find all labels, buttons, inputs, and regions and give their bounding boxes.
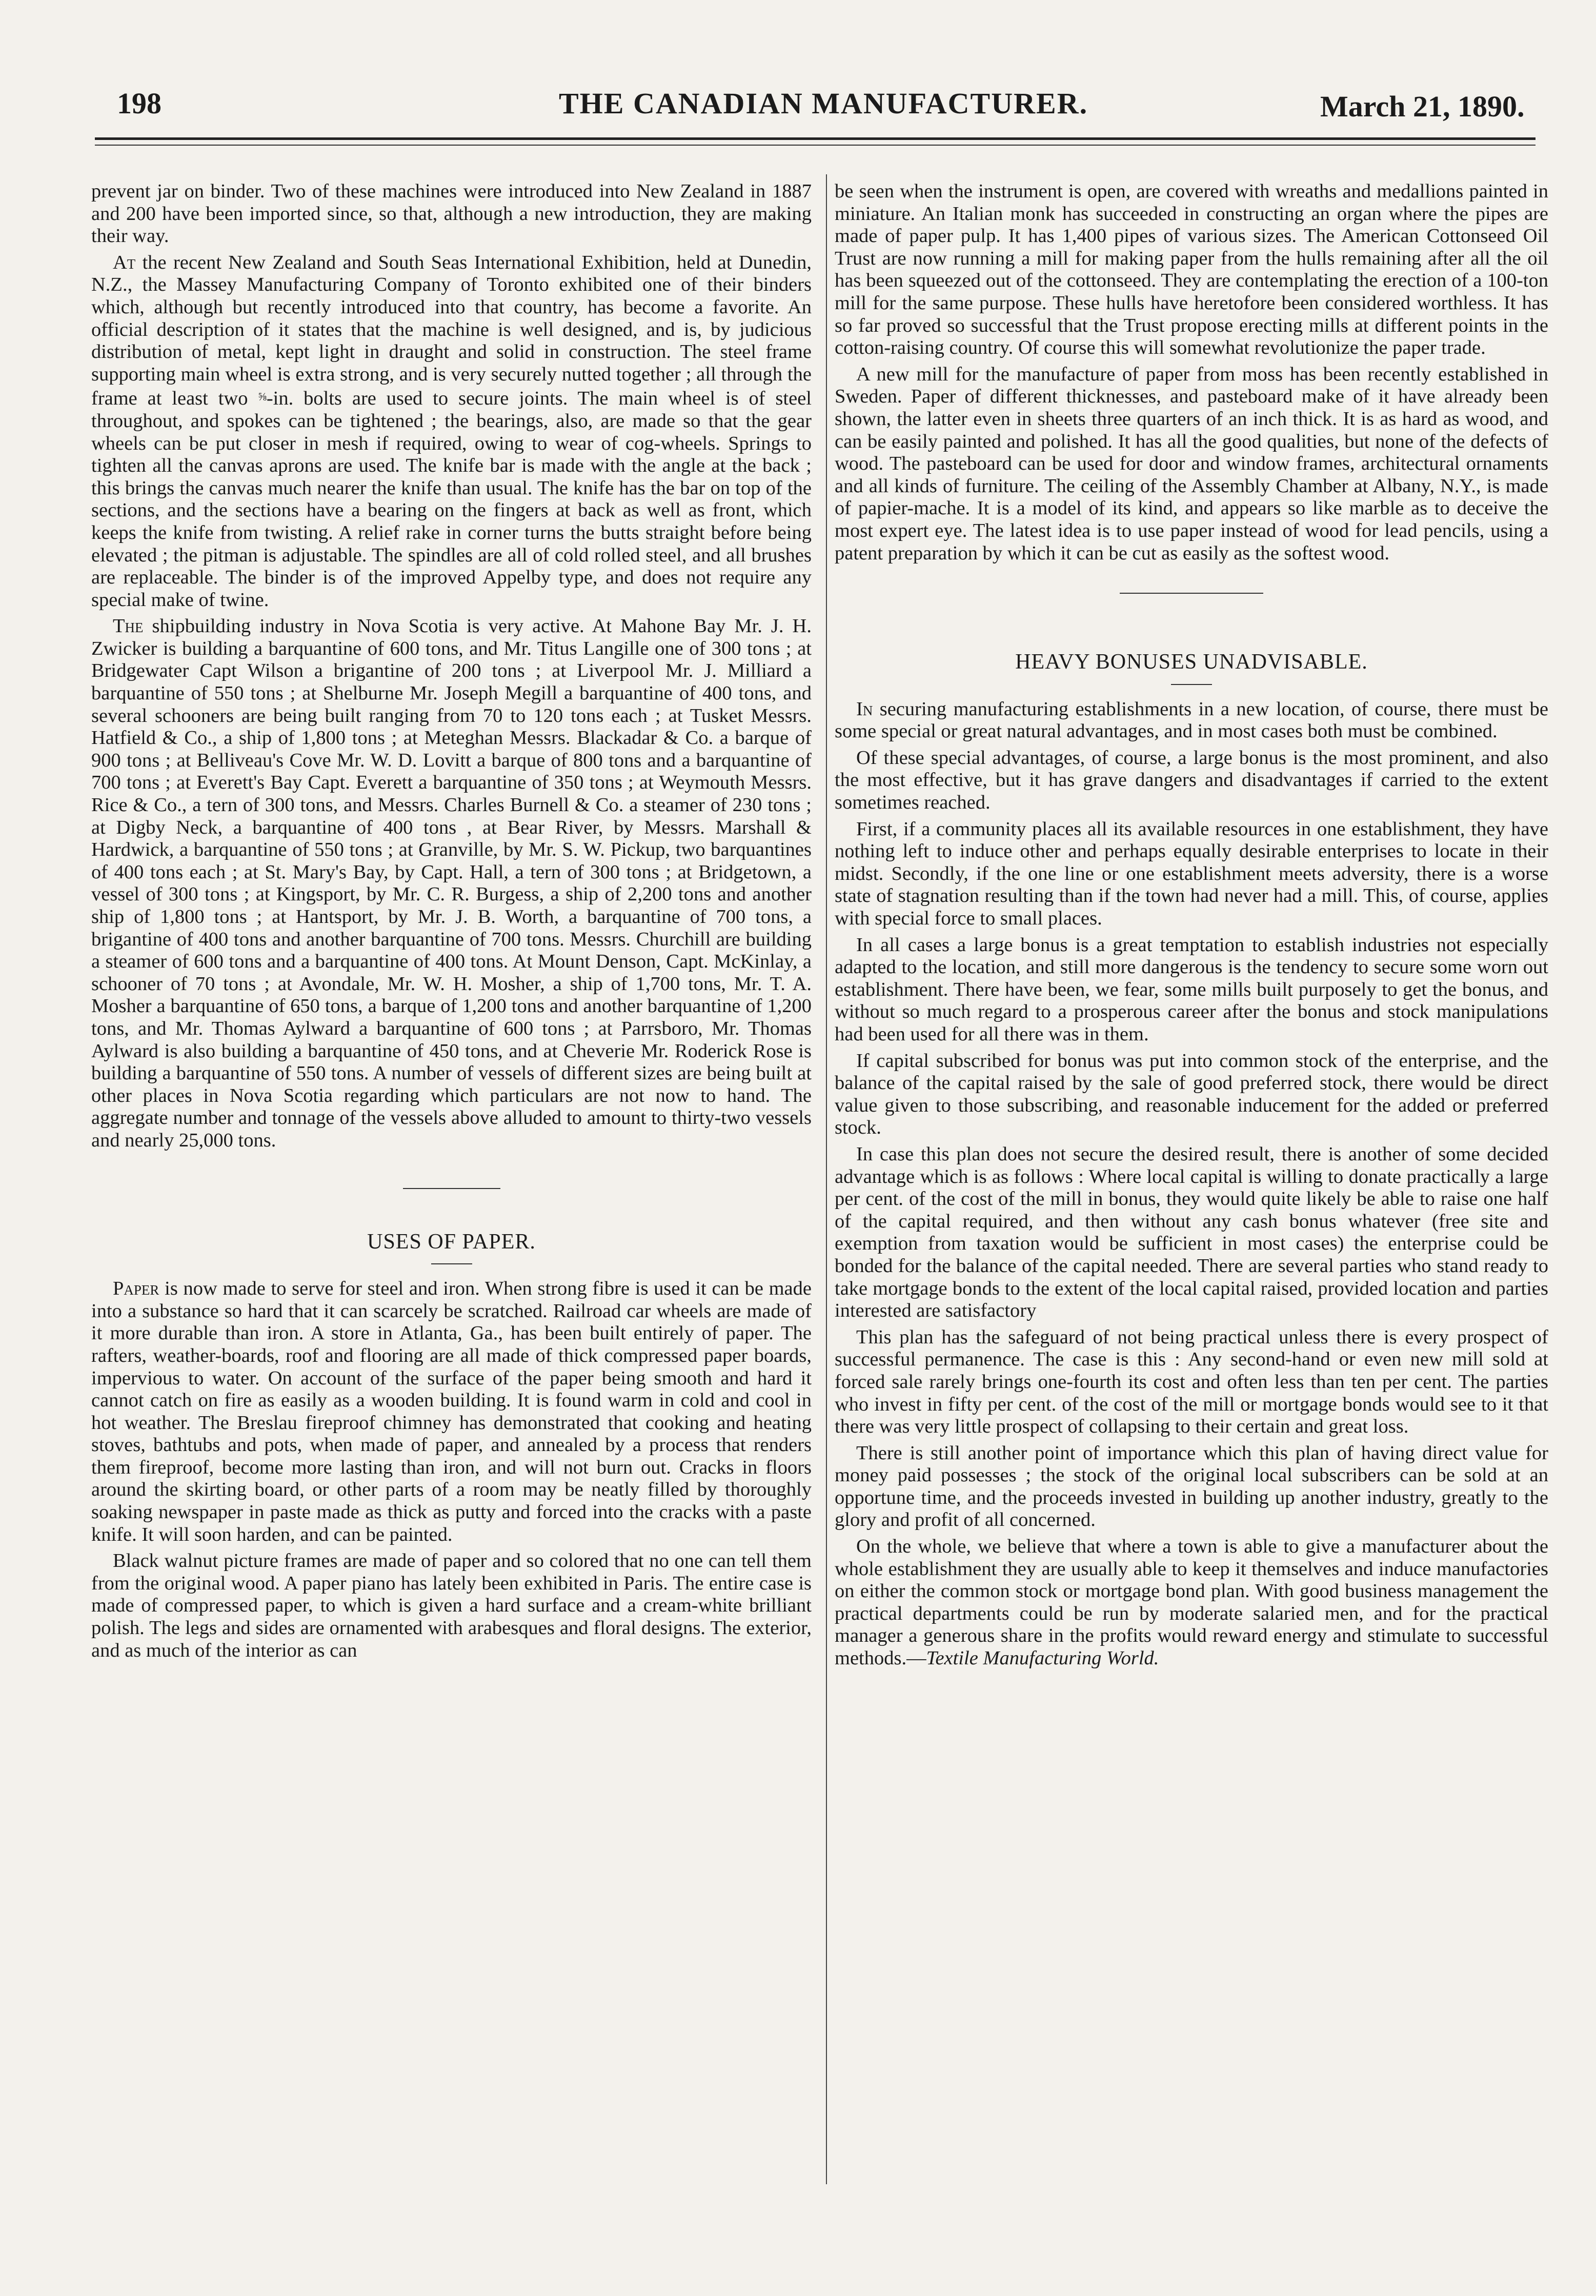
header-rule-thin — [95, 145, 1536, 146]
source-credit: Textile Manufacturing World. — [926, 1647, 1159, 1669]
left-column — [91, 180, 812, 1666]
temptation-paragraph: In all cases a large bonus is a great temptation to establish industries not especially adapted to the location, and still more dangerous is the tendency to secure some worn out establishment. There have been, we fear, some mills built purposely to get the bonus, and without so much regard to a prosperous career after the bonus and stock manipulations had been used for all there was in them. — [835, 934, 1548, 1045]
header-rule — [95, 137, 1536, 140]
first-point-paragraph: First, if a community places all its available resources in one establishment, they have nothing left to induce other and perhaps equally desirable enterprises to locate in their midst. Secondly, if the one line or one establishment meets adversity, there is a worse state of stagnation resulting than if the town had never had a mill. This, of course, applies with special force to small places. — [835, 818, 1548, 930]
article-heading-heavy-bonuses: HEAVY BONUSES UNADVISABLE. — [1015, 650, 1368, 674]
article-heading-uses-of-paper: USES OF PAPER. — [367, 1230, 536, 1254]
section-separator — [403, 1188, 500, 1189]
common-stock-paragraph: If capital subscribed for bonus was put into common stock of the enterprise, and the balance of the capital raised by the sale of good preferred stock, there would be direct value given to those subscribing, and reasonable inducement for the added or preferred stock. — [835, 1050, 1548, 1139]
conclusion-paragraph: On the whole, we believe that where a town is able to give a manufacturer about the whole establishment they are usually able to keep it themselves and induce manufactories on either the common stock or mortgage bond plan. With good business management the practical departments could be run by moderate salaried men, and for the practical manager a generous share in the profits would reward energy and stimulate to successful methods.—Textile Manufacturing World. — [835, 1536, 1548, 1669]
another-point-paragraph: There is still another point of importance which this plan of having direct value for money paid possesses ; the stock of the original local subscribers can be sold at an opportune time, and the proceeds invested in building up another industry, greatly to the glory and profit of all concerned. — [835, 1442, 1548, 1531]
fraction: ⅝ — [258, 390, 267, 404]
bonuses-intro-paragraph: In securing manufacturing establishments in a new location, of course, there must be some special or great natural advantages, and in most cases both must be combined. — [835, 698, 1548, 742]
paper-steel-iron-paragraph: Paper is now made to serve for steel and iron. When strong fibre is used it can be made into a substance so hard that it can scarcely be scratched. Railroad car wheels are made of it more durable than iron. A store in Atlanta, Ga., has been built entirely of paper. The rafters, weather-boards, roof and flooring are all made of thick compressed paper boards, impervious to water. On account of the surface of the paper being smooth and hard it cannot catch on fire as easily as a wooden building. It is found warm in cold and cool in hot weather. The Breslau fireproof chimney has demonstrated that cooking and heating stoves, bathtubs and pots, when made of paper, and annealed by a process that renders them fireproof, become more lasting than iron, and will not burn out. Cracks in floors around the skirting board, or other parts of a room may be neatly filled by thoroughly soaking newspaper in paste made as thick as putty and forced into the cracks with a paste knife. It will soon harden, and can be painted. — [91, 1278, 812, 1545]
paragraph-lead: At — [113, 251, 136, 273]
page-number: 198 — [117, 87, 161, 120]
column-divider — [826, 174, 827, 2184]
binder-paragraph-end: prevent jar on binder. Two of these machines were introduced into New Zealand in 1887 and 200 have been imported since, so that, although a new introduction, they are making their way. — [91, 180, 812, 247]
special-advantages-paragraph: Of these special advantages, of course, a large bonus is the most prominent, and also the most effective, but it has grave dangers and disadvantages if carried to the extent sometimes reached. — [835, 747, 1548, 814]
paragraph-lead: In — [856, 698, 873, 720]
paragraph-lead: The — [113, 615, 144, 637]
right-column — [835, 180, 1548, 1674]
section-separator — [1120, 593, 1263, 594]
bond-plan-paragraph: In case this plan does not secure the desired result, there is another of some decided advantage which is as follows : Where local capital is willing to donate practically a large per cent. of the cost of the mill in bonus, they would quite likely be able to raise one half of the capital required, and then without any cash bonus whatever (free site and exemption from taxation would be sufficient in most cases) the enterprise could be bonded for the balance of the capital needed. There are several parties who stand ready to take mortgage bonds to the extent of the local capital raised, provided location and parties interested are satisfactory — [835, 1143, 1548, 1322]
moss-paper-paragraph: A new mill for the manufacture of paper from moss has been recently established in Sweden. Paper of different thicknesses, and pasteboard make of it have already been shown, the latter even in sheets three quarters of an inch thick. It is as hard as wood, and can be easily painted and polished. It has all the good qualities, but none of the defects of wood. The pasteboard can be used for door and window frames, architectural ornaments and all kinds of furniture. The ceiling of the Assembly Chamber at Albany, N.Y., is made of papier-mache. It is a model of its kind, and appears so like marble as to deceive the most expert eye. The latest idea is to use paper instead of wood for lead pencils, using a patent preparation by which it can be cut as easily as the softest wood. — [835, 363, 1548, 564]
paper-piano-continued-paragraph: be seen when the instrument is open, are covered with wreaths and medallions painted in miniature. An Italian monk has succeeded in constructing an organ where the pipes are made of paper pulp. It has 1,400 pipes of various sizes. The American Cottonseed Oil Trust are now running a mill for making paper from the hulls remaining after all the oil has been squeezed out of the cottonseed. They are contemplating the erection of a 100-ton mill for the same purpose. These hulls have heretofore been considered worthless. It has so far proved so successful that the Trust propose erecting mills at different points in the cotton-raising country. Of course this will somewhat revolutionize the paper trade. — [835, 180, 1548, 359]
paper-frames-piano-paragraph: Black walnut picture frames are made of paper and so colored that no one can tell them from the original wood. A paper piano has lately been exhibited in Paris. The entire case is made of compressed paper, to which is given a hard surface and a cream-white brilliant polish. The legs and sides are ornamented with arabesques and floral designs. The exterior, and as much of the interior as can — [91, 1550, 812, 1661]
paragraph-lead: Paper — [113, 1278, 159, 1300]
page-header — [0, 0, 1596, 149]
heading-rule — [431, 1263, 472, 1264]
nova-scotia-shipbuilding-paragraph: The shipbuilding industry in Nova Scotia is very active. At Mahone Bay Mr. J. H. Zwicker is building a barquantine of 600 tons, and Mr. Titus Langille one of 300 tons ; at Bridgewater Capt Wilson a brigantine of 200 tons ; at Liverpool Mr. J. Milliard a barquantine of 550 tons ; at Shelburne Mr. Joseph Megill a barquantine of 400 tons, and several schooners are being built ranging from 70 to 120 tons each ; at Tusket Messrs. Hatfield & Co., a ship of 1,800 tons ; at Meteghan Messrs. Blackadar & Co. a barque of 900 tons ; at Belliveau's Cove Mr. W. D. Lovitt a barque of 800 tons and a barquantine of 700 tons ; at Everett's Bay Capt. Everett a barquantine of 350 tons ; at Weymouth Messrs. Rice & Co., a tern of 300 tons, and Messrs. Charles Burnell & Co. a steamer of 230 tons ; at Digby Neck, a barquantine of 400 tons , at Bear River, by Messrs. Marshall & Hardwick, a barquantine of 550 tons ; at Granville, by Mr. S. W. Pickup, two barquantines of 400 tons each ; at St. Mary's Bay, by Capt. Hall, a tern of 300 tons ; at Bridgetown, a vessel of 300 tons ; at Kingsport, by Mr. C. R. Burgess, a ship of 2,200 tons and another ship of 1,800 tons ; at Hantsport, by Mr. J. B. Worth, a barquantine of 700 tons, a brigantine of 400 tons and another barquantine of 700 tons. Messrs. Churchill are building a steamer of 600 tons and a barquantine of 400 tons. At Mount Denson, Capt. McKinlay, a schooner of 70 tons ; at Avondale, Mr. W. H. Mosher, a ship of 1,700 tons, Mr. T. A. Mosher a barquantine of 650 tons, a barque of 1,200 tons and another barquantine of 1,200 tons, and Mr. Thomas Aylward a barquantine of 600 tons ; at Parrsboro, Mr. Thomas Aylward is also building a barquantine of 450 tons, and at Cheverie Mr. Roderick Rose is building a barquantine of 550 tons. A number of vessels of different sizes are being built at other places in Nova Scotia regarding which particulars are not now to hand. The aggregate number and tonnage of the vessels above alluded to amount to thirty-two vessels and nearly 25,000 tons. — [91, 615, 812, 1151]
safeguard-paragraph: This plan has the safeguard of not being practical unless there is every prospect of successful permanence. The case is this : Any second-hand or even new mill sold at forced sale rarely brings one-fourth its cost and often less than ten per cent. The parties who invest in fifty per cent. of the cost of the mill or mortgage bonds would see to it that there was very little prospect of collapsing to their certain and great loss. — [835, 1326, 1548, 1438]
dunedin-exhibition-paragraph: At the recent New Zealand and South Seas International Exhibition, held at Dunedin, N.Z., the Massey Manufacturing Company of Toronto exhibited one of their binders which, although but recently introduced into that country, has become a favorite. An official description of it states that the machine is well designed, and is, by judicious distribution of metal, kept light in draught and solid in construction. The steel frame supporting main wheel is extra strong, and is very securely nutted together ; all through the frame at least two $^{\frac{5}{8}}$-in. bolts are used to secure joints. The main wheel is of steel throughout, and spokes can be tightened ; the bearings, also, are made so that the gear wheels can be put closer in mesh if required, owing to wear of cog-wheels. Springs to tighten all the canvas aprons are used. The knife bar is made with the angle at the back ; this brings the canvas much nearer the knife than usual. The knife has the bar on top of the sections, and the sections have a bearing on the fingers at back as well as front, which keeps the knife from twisting. A relief rake in corner turns the butts straight before being elevated ; the pitman is adjustable. The spindles are all of cold rolled steel, and all brushes are replaceable. The binder is of the improved Appelby type, and does not require any special make of twine. — [91, 251, 812, 611]
publication-title: THE CANADIAN MANUFACTURER. — [559, 87, 1088, 120]
heading-rule — [1171, 684, 1212, 685]
issue-date: March 21, 1890. — [1320, 90, 1525, 123]
